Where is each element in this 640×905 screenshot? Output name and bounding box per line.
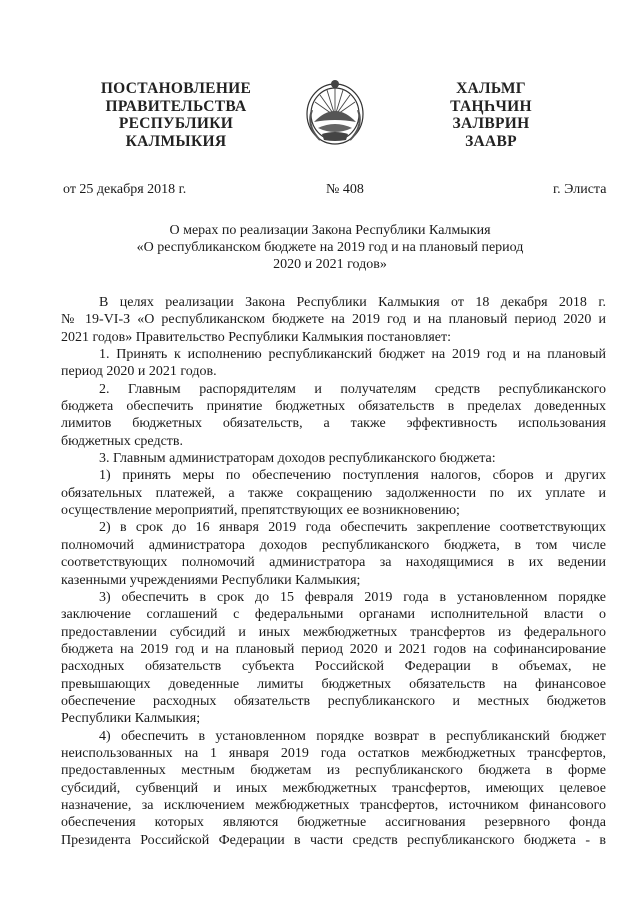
- header-right-line: ХАЛЬМГ: [456, 80, 526, 97]
- body-line: расходных обязательств субъекта Российской Федерации в объемах, не: [61, 659, 606, 675]
- body-line: лимитов бюджетных обязательств, а также эффективность использования: [61, 416, 606, 432]
- body-line: бюджета на 2019 год и на плановый период 2020 и 2021 годов на софинансирование: [61, 641, 606, 657]
- body-line: субсидий, субвенций и иных межбюджетных трансфертов, имеющих целевое: [61, 780, 606, 796]
- body-line: 2) в срок до 16 января 2019 года обеспечить закрепление соответствующих: [99, 520, 606, 536]
- body-line: В целях реализации Закона Республики Калмыкия от 18 декабря 2018 г.: [99, 295, 606, 310]
- header-right-line: ЗАЛВРИН: [452, 115, 530, 132]
- document-city: г. Элиста: [553, 182, 607, 197]
- document-body: [61, 294, 606, 849]
- body-line: соответствующих полномочий администратора за находящимися в их ведении: [61, 555, 606, 571]
- header-right-line: ЗААВР: [465, 132, 517, 150]
- body-line: № 19-VI-З «О республиканском бюджете на 2019 год и на плановый период 2020 и: [61, 312, 606, 328]
- body-line: обеспечение расходных обязательств республиканского и местных бюджетов: [61, 693, 606, 709]
- header-left-line: ПРАВИТЕЛЬСТВА: [105, 97, 247, 115]
- body-line: заключение соглашений с федеральными органами исполнительной власти о: [61, 607, 606, 623]
- header-left-line: КАЛМЫКИЯ: [125, 132, 227, 150]
- body-line: бюджета обеспечить принятие бюджетных обязательств в пределах доведенных: [61, 399, 606, 415]
- body-line: период 2020 и 2021 годов.: [61, 364, 217, 380]
- body-line: казенными учреждениями Республики Калмыкия;: [61, 572, 361, 588]
- title-line: «О республиканском бюджете на 2019 год и на плановый период: [136, 240, 524, 255]
- header-left-line: РЕСПУБЛИКИ: [118, 115, 234, 132]
- body-line: обеспечения которых являются бюджетные ассигнования резервного фонда: [61, 815, 606, 831]
- document-date: от 25 декабря 2018 г.: [63, 182, 187, 197]
- body-line: предоставлении субсидий и иных межбюджетных трансфертов из федерального: [61, 624, 606, 640]
- body-line: полномочий администратора доходов республиканского бюджета, в том числе: [61, 537, 606, 553]
- header-title-russian: [92, 80, 260, 150]
- coat-of-arms-emblem: [300, 70, 370, 150]
- body-line: Президента Российской Федерации в части средств республиканского бюджета - в: [61, 832, 606, 848]
- body-line: 4) обеспечить в установленном порядке возврат в республиканский бюджет: [99, 728, 606, 744]
- header-left-line: ПОСТАНОВЛЕНИЕ: [100, 80, 252, 97]
- body-line: бюджетных средств.: [61, 433, 184, 449]
- body-line: 3. Главным администраторам доходов республиканского бюджета:: [99, 451, 496, 467]
- body-line: предоставленных местным бюджетам из республиканского бюджета в форме: [61, 763, 606, 779]
- header-title-kalmyk: [432, 80, 550, 150]
- body-line: обязательных платежей, а также сокращению задолженности по их уплате и: [61, 485, 606, 501]
- title-line: О мерах по реализации Закона Республики Калмыкия: [169, 223, 491, 238]
- body-line: 2021 годов» Правительство Республики Калмыкия постановляет:: [61, 329, 452, 345]
- body-line: осуществление мероприятий, препятствующих ее возникновению;: [61, 503, 460, 519]
- document-number: № 408: [326, 182, 364, 197]
- body-line: превышающих доведенные лимиты бюджетных обязательств на финансовое: [61, 676, 606, 692]
- document-title: [80, 222, 580, 273]
- header-right-line: ТАҢҺЧИН: [450, 97, 532, 115]
- body-line: 3) обеспечить в срок до 15 февраля 2019 года в установленном порядке: [99, 589, 606, 605]
- title-line: 2020 и 2021 годов»: [273, 257, 387, 272]
- body-line: неиспользованных на 1 января 2019 года остатков межбюджетных трансфертов,: [61, 745, 606, 761]
- body-line: Республики Калмыкия;: [61, 711, 201, 727]
- body-line: назначение, за исключением межбюджетных трансфертов, источником финансового: [61, 797, 606, 813]
- body-line: 1. Принять к исполнению республиканский бюджет на 2019 год и на плановый: [99, 347, 606, 363]
- body-line: 1) принять меры по обеспечению поступления налогов, сборов и других: [99, 468, 606, 484]
- body-line: 2. Главным распорядителям и получателям средств республиканского: [99, 381, 606, 397]
